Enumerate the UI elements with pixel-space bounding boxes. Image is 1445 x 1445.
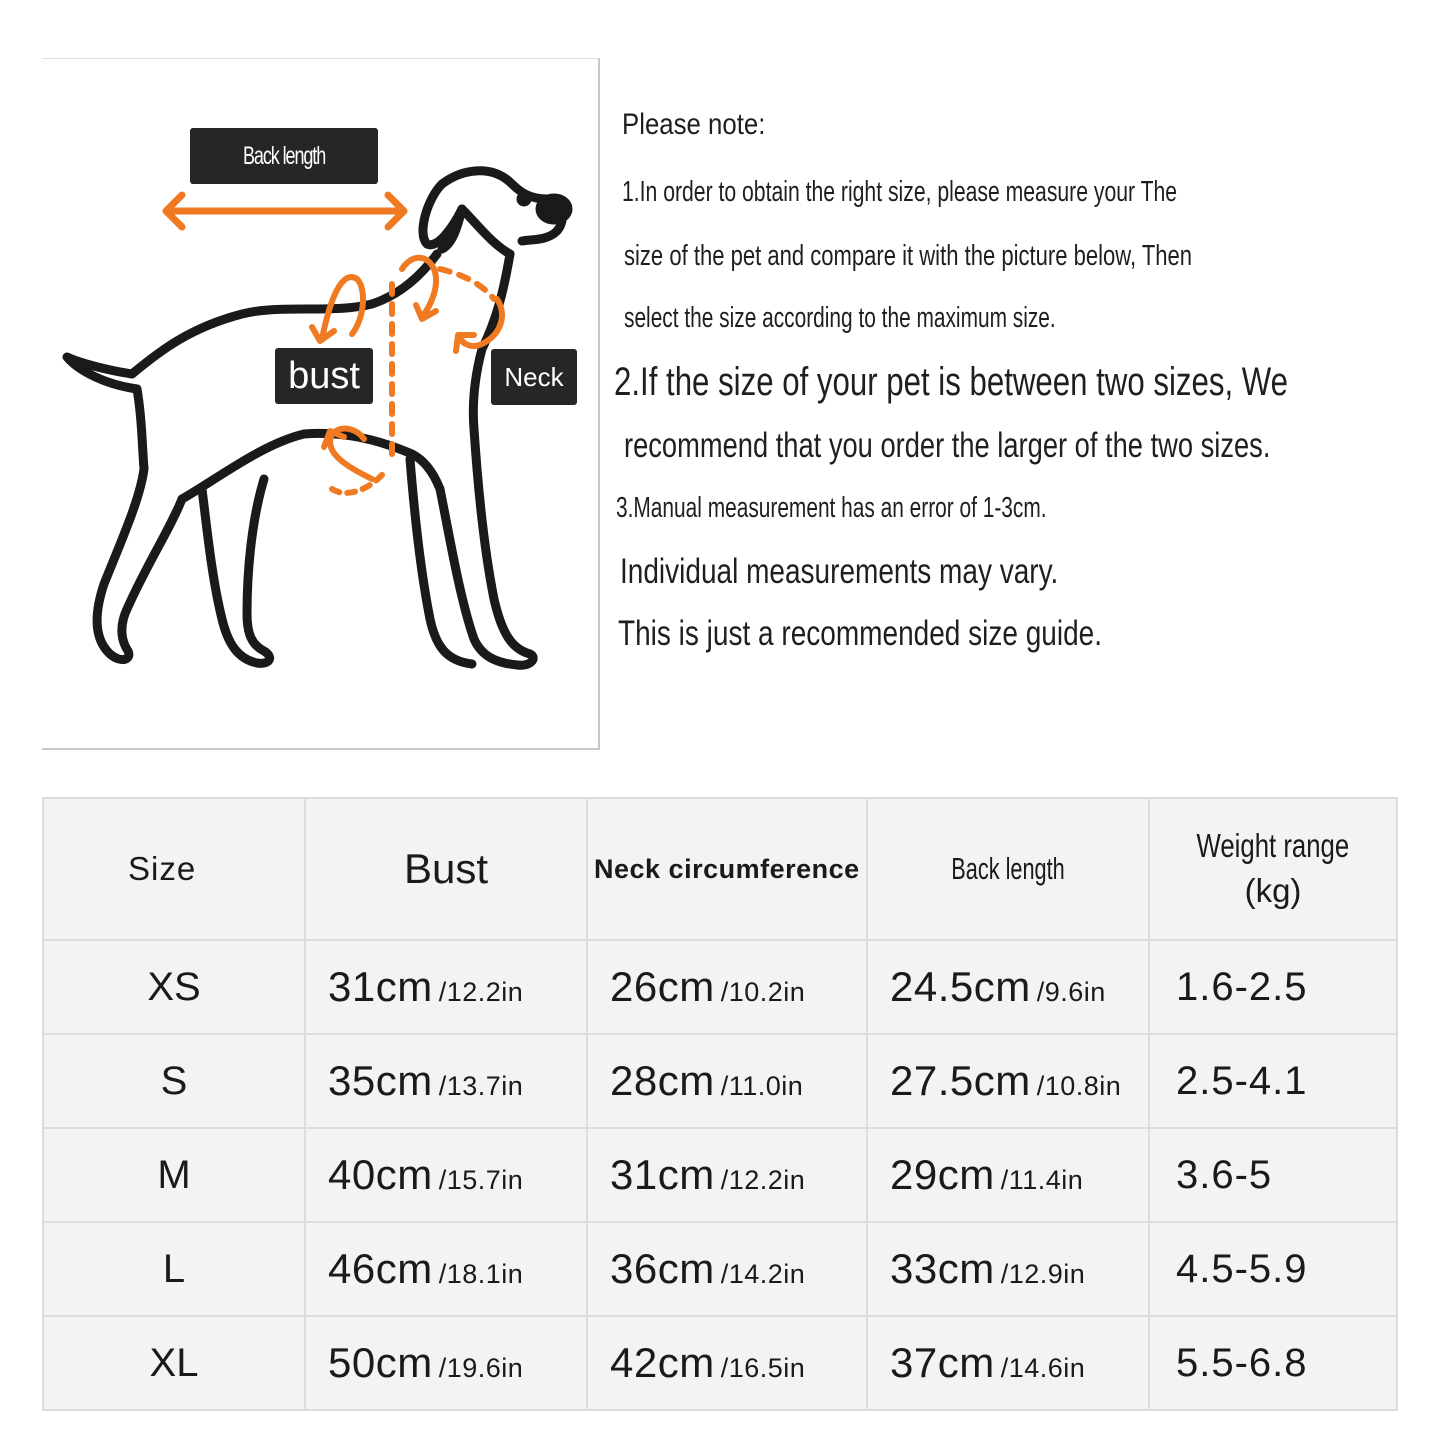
- weight-cell: 5.5-6.8: [1149, 1316, 1397, 1410]
- weight-cell: 1.6-2.5: [1149, 940, 1397, 1034]
- neck-cell: [587, 1316, 867, 1410]
- dog-measurement-figure: [42, 58, 600, 750]
- bust-tag: bust: [275, 348, 373, 404]
- back-in: /14.6in: [1000, 1353, 1086, 1383]
- back-in: /11.4in: [1000, 1165, 1084, 1195]
- neck-cm: 28cm: [610, 1057, 715, 1104]
- neck-cell: [587, 1034, 867, 1128]
- neck-in: /11.0in: [720, 1071, 804, 1101]
- table-row: [43, 1222, 1397, 1316]
- bust-cm: 35cm: [328, 1057, 433, 1104]
- bust-cm: 46cm: [328, 1245, 433, 1292]
- bust-cm: 31cm: [328, 963, 433, 1010]
- bust-cell: [305, 1034, 587, 1128]
- note-1c: select the size according to the maximum size.: [624, 302, 1056, 334]
- dog-silhouette: [67, 171, 568, 665]
- bust-in: /18.1in: [438, 1259, 524, 1289]
- size-cell: L: [43, 1222, 305, 1316]
- header-bust: Bust: [305, 798, 587, 940]
- note-4: Individual measurements may vary.: [620, 552, 1059, 591]
- back-length-cell: [867, 940, 1149, 1034]
- header-neck: Neck circumference: [587, 798, 867, 940]
- back-cm: 33cm: [890, 1245, 995, 1292]
- neck-in: /16.5in: [720, 1353, 806, 1383]
- bust-in: /15.7in: [438, 1165, 524, 1195]
- size-cell: M: [43, 1128, 305, 1222]
- header-size: Size: [43, 798, 305, 940]
- notes-heading: Please note:: [622, 108, 766, 141]
- back-length-arrow: [166, 195, 404, 227]
- neck-in: /14.2in: [720, 1259, 806, 1289]
- bust-cell: [305, 1128, 587, 1222]
- note-1b: size of the pet and compare it with the picture below, Then: [624, 240, 1193, 272]
- back-in: /12.9in: [1000, 1259, 1086, 1289]
- neck-tag: Neck: [491, 349, 577, 405]
- table-header-row: [43, 798, 1397, 940]
- note-2a: 2.If the size of your pet is between two sizes, We: [614, 360, 1289, 404]
- bust-in: /12.2in: [438, 977, 524, 1007]
- size-chart-table: [42, 797, 1398, 1411]
- back-length-cell: [867, 1222, 1149, 1316]
- bust-in: /13.7in: [438, 1071, 524, 1101]
- bust-cell: [305, 1316, 587, 1410]
- table-row: [43, 940, 1397, 1034]
- neck-cm: 26cm: [610, 963, 715, 1010]
- note-5: This is just a recommended size guide.: [618, 614, 1102, 653]
- back-cm: 24.5cm: [890, 963, 1031, 1010]
- bust-in: /19.6in: [438, 1353, 524, 1383]
- size-cell: XL: [43, 1316, 305, 1410]
- bust-cm: 40cm: [328, 1151, 433, 1198]
- neck-cell: [587, 1222, 867, 1316]
- back-length-cell: [867, 1128, 1149, 1222]
- weight-cell: 2.5-4.1: [1149, 1034, 1397, 1128]
- note-1a: 1.In order to obtain the right size, please measure your The: [622, 176, 1178, 208]
- size-cell: S: [43, 1034, 305, 1128]
- size-cell: XS: [43, 940, 305, 1034]
- back-length-cell: [867, 1316, 1149, 1410]
- neck-cell: [587, 1128, 867, 1222]
- table-row: [43, 1316, 1397, 1410]
- header-back-length: Back length: [867, 798, 1149, 940]
- neck-in: /12.2in: [720, 1165, 806, 1195]
- table-body: [43, 940, 1397, 1410]
- weight-cell: 3.6-5: [1149, 1128, 1397, 1222]
- table-row: [43, 1128, 1397, 1222]
- back-cm: 27.5cm: [890, 1057, 1031, 1104]
- table-row: [43, 1034, 1397, 1128]
- neck-cm: 36cm: [610, 1245, 715, 1292]
- neck-cm: 42cm: [610, 1339, 715, 1386]
- back-in: /9.6in: [1036, 977, 1106, 1007]
- back-in: /10.8in: [1036, 1071, 1122, 1101]
- neck-in: /10.2in: [720, 977, 806, 1007]
- back-length-tag: Back length: [190, 128, 378, 184]
- bust-cm: 50cm: [328, 1339, 433, 1386]
- neck-cm: 31cm: [610, 1151, 715, 1198]
- back-length-cell: [867, 1034, 1149, 1128]
- bust-cell: [305, 940, 587, 1034]
- back-cm: 29cm: [890, 1151, 995, 1198]
- weight-cell: 4.5-5.9: [1149, 1222, 1397, 1316]
- neck-cell: [587, 940, 867, 1034]
- back-cm: 37cm: [890, 1339, 995, 1386]
- note-2b: recommend that you order the larger of the two sizes.: [624, 426, 1271, 465]
- header-weight: Weight range (kg): [1149, 798, 1397, 940]
- note-3: 3.Manual measurement has an error of 1-3cm.: [616, 492, 1047, 524]
- bust-cell: [305, 1222, 587, 1316]
